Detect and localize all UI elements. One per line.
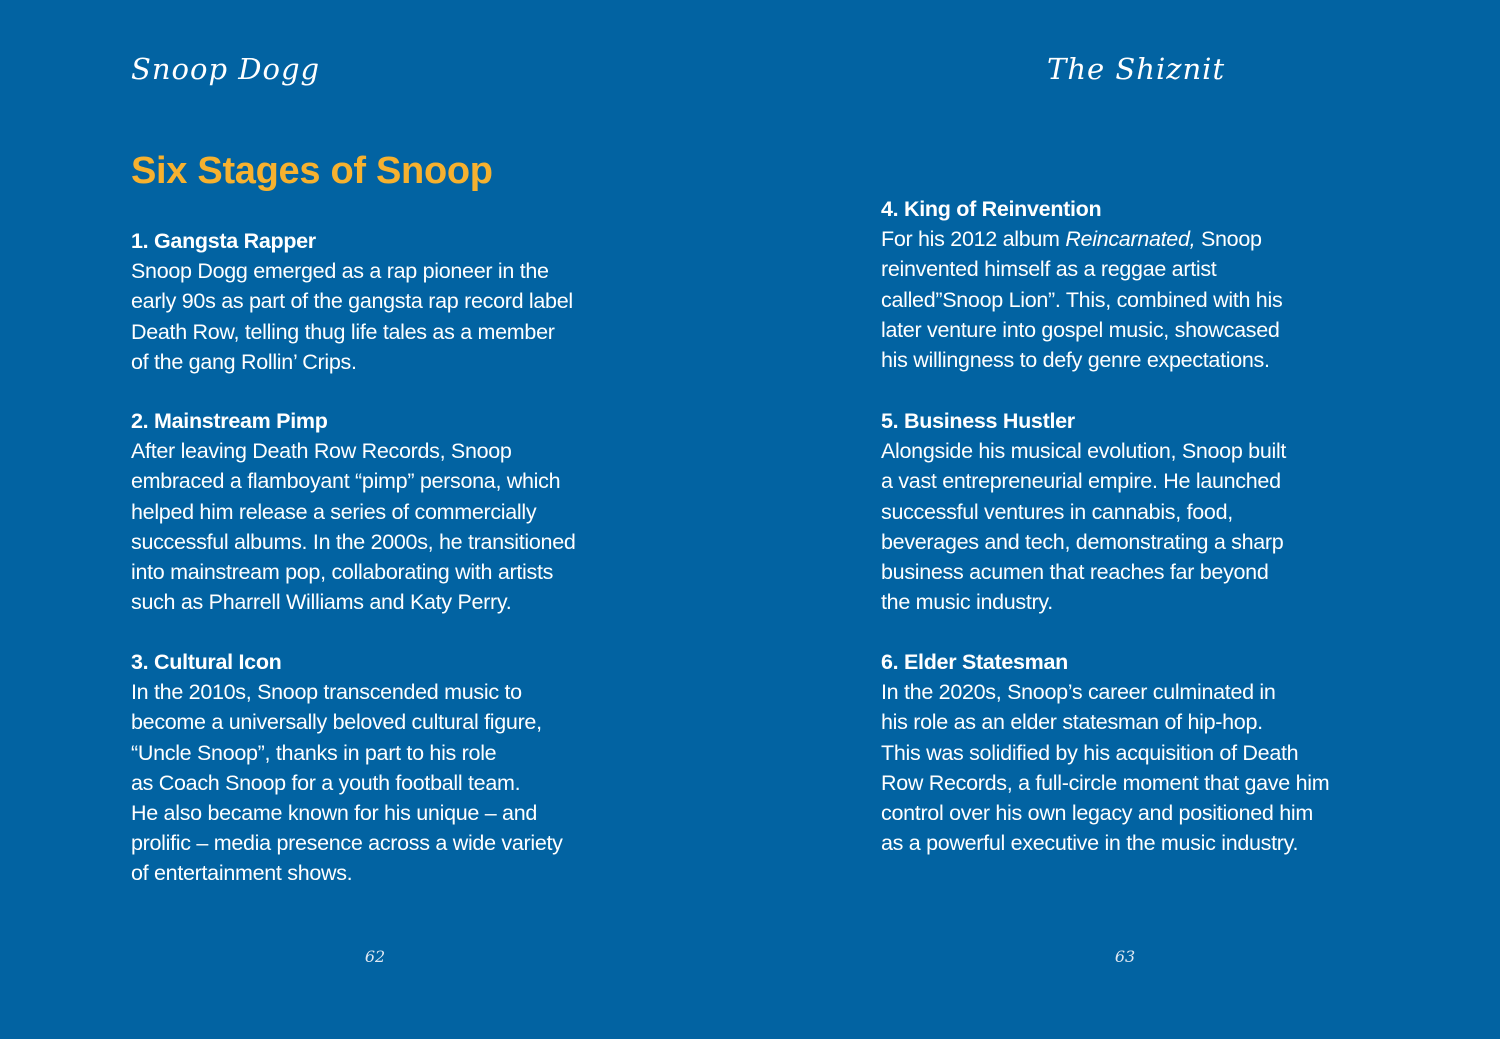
- stage-text-line: as Coach Snoop for a youth football team.: [131, 770, 521, 795]
- stage-text-line: embraced a flamboyant “pimp” persona, which: [131, 469, 561, 494]
- stage-heading: 3. Cultural Icon: [131, 650, 282, 674]
- stage-text-line: early 90s as part of the gangsta rap record label: [131, 289, 573, 314]
- stage-text-suffix: Snoop: [1195, 227, 1262, 252]
- stage-heading: 5. Business Hustler: [881, 409, 1075, 433]
- stage-text-line: successful ventures in cannabis, food,: [881, 499, 1233, 524]
- stage-text-line: helped him release a series of commercially: [131, 499, 537, 524]
- stage-text-line: In the 2020s, Snoop’s career culminated in: [881, 680, 1276, 705]
- page-number-right: 63: [1114, 947, 1136, 966]
- stage-text-line: After leaving Death Row Records, Snoop: [131, 439, 512, 464]
- running-head-left: Snoop Dogg: [131, 52, 321, 86]
- stage-business-hustler: [881, 406, 1381, 617]
- stage-text-prefix: For his 2012 album: [881, 227, 1066, 252]
- stage-text-line: the music industry.: [881, 590, 1053, 615]
- stage-text-line-with-album: [881, 224, 1381, 254]
- stage-text-line: “Uncle Snoop”, thanks in part to his role: [131, 740, 497, 765]
- stage-text-line: Alongside his musical evolution, Snoop built: [881, 439, 1287, 464]
- stage-heading: 6. Elder Statesman: [881, 650, 1068, 674]
- stage-text-line: Death Row, telling thug life tales as a member: [131, 319, 555, 344]
- running-head-right: The Shiznit: [1047, 52, 1226, 86]
- stage-mainstream-pimp: [131, 406, 631, 617]
- stage-text-line: of entertainment shows.: [131, 861, 353, 886]
- stage-heading: 2. Mainstream Pimp: [131, 409, 328, 433]
- stage-text-line: He also became known for his unique – and: [131, 801, 538, 826]
- stage-text-line: prolific – media presence across a wide variety: [131, 831, 563, 856]
- stage-text-line: such as Pharrell Williams and Katy Perry.: [131, 590, 512, 615]
- stage-text-line: later venture into gospel music, showcased: [881, 317, 1280, 342]
- stage-text-line: become a universally beloved cultural figure,: [131, 710, 542, 735]
- page-title: Six Stages of Snoop: [131, 150, 493, 192]
- stage-text-line: his role as an elder statesman of hip-hop.: [881, 710, 1263, 735]
- stage-text-line: control over his own legacy and positioned him: [881, 801, 1313, 826]
- stage-text-line: a vast entrepreneurial empire. He launched: [881, 469, 1281, 494]
- album-title: Reincarnated,: [1065, 227, 1196, 252]
- stage-text-line: Snoop Dogg emerged as a rap pioneer in the: [131, 259, 549, 284]
- stage-text-line: as a powerful executive in the music industry.: [881, 831, 1299, 856]
- stage-text-line: beverages and tech, demonstrating a sharp: [881, 529, 1284, 554]
- stage-text-line: of the gang Rollin’ Crips.: [131, 349, 357, 374]
- stage-text-line: This was solidified by his acquisition of Death: [881, 740, 1299, 765]
- stage-heading: 1. Gangsta Rapper: [131, 229, 316, 253]
- stage-text-line: In the 2010s, Snoop transcended music to: [131, 680, 522, 705]
- stage-text-line: his willingness to defy genre expectations.: [881, 348, 1270, 373]
- stage-text-line: successful albums. In the 2000s, he transitioned: [131, 529, 576, 554]
- stage-elder-statesman: [881, 647, 1381, 858]
- stage-text-line: business acumen that reaches far beyond: [881, 560, 1269, 585]
- stage-gangsta-rapper: [131, 226, 631, 377]
- stage-text-line: reinvented himself as a reggae artist: [881, 257, 1217, 282]
- stage-text-line: into mainstream pop, collaborating with artists: [131, 560, 554, 585]
- page-number-left: 62: [364, 947, 386, 966]
- stage-text-line: called”Snoop Lion”. This, combined with his: [881, 287, 1283, 312]
- stage-cultural-icon: [131, 647, 631, 889]
- right-page: [750, 0, 1500, 1039]
- stage-heading: 4. King of Reinvention: [881, 197, 1102, 221]
- stage-king-of-reinvention: [881, 194, 1381, 375]
- stage-text-line: Row Records, a full-circle moment that gave him: [881, 770, 1330, 795]
